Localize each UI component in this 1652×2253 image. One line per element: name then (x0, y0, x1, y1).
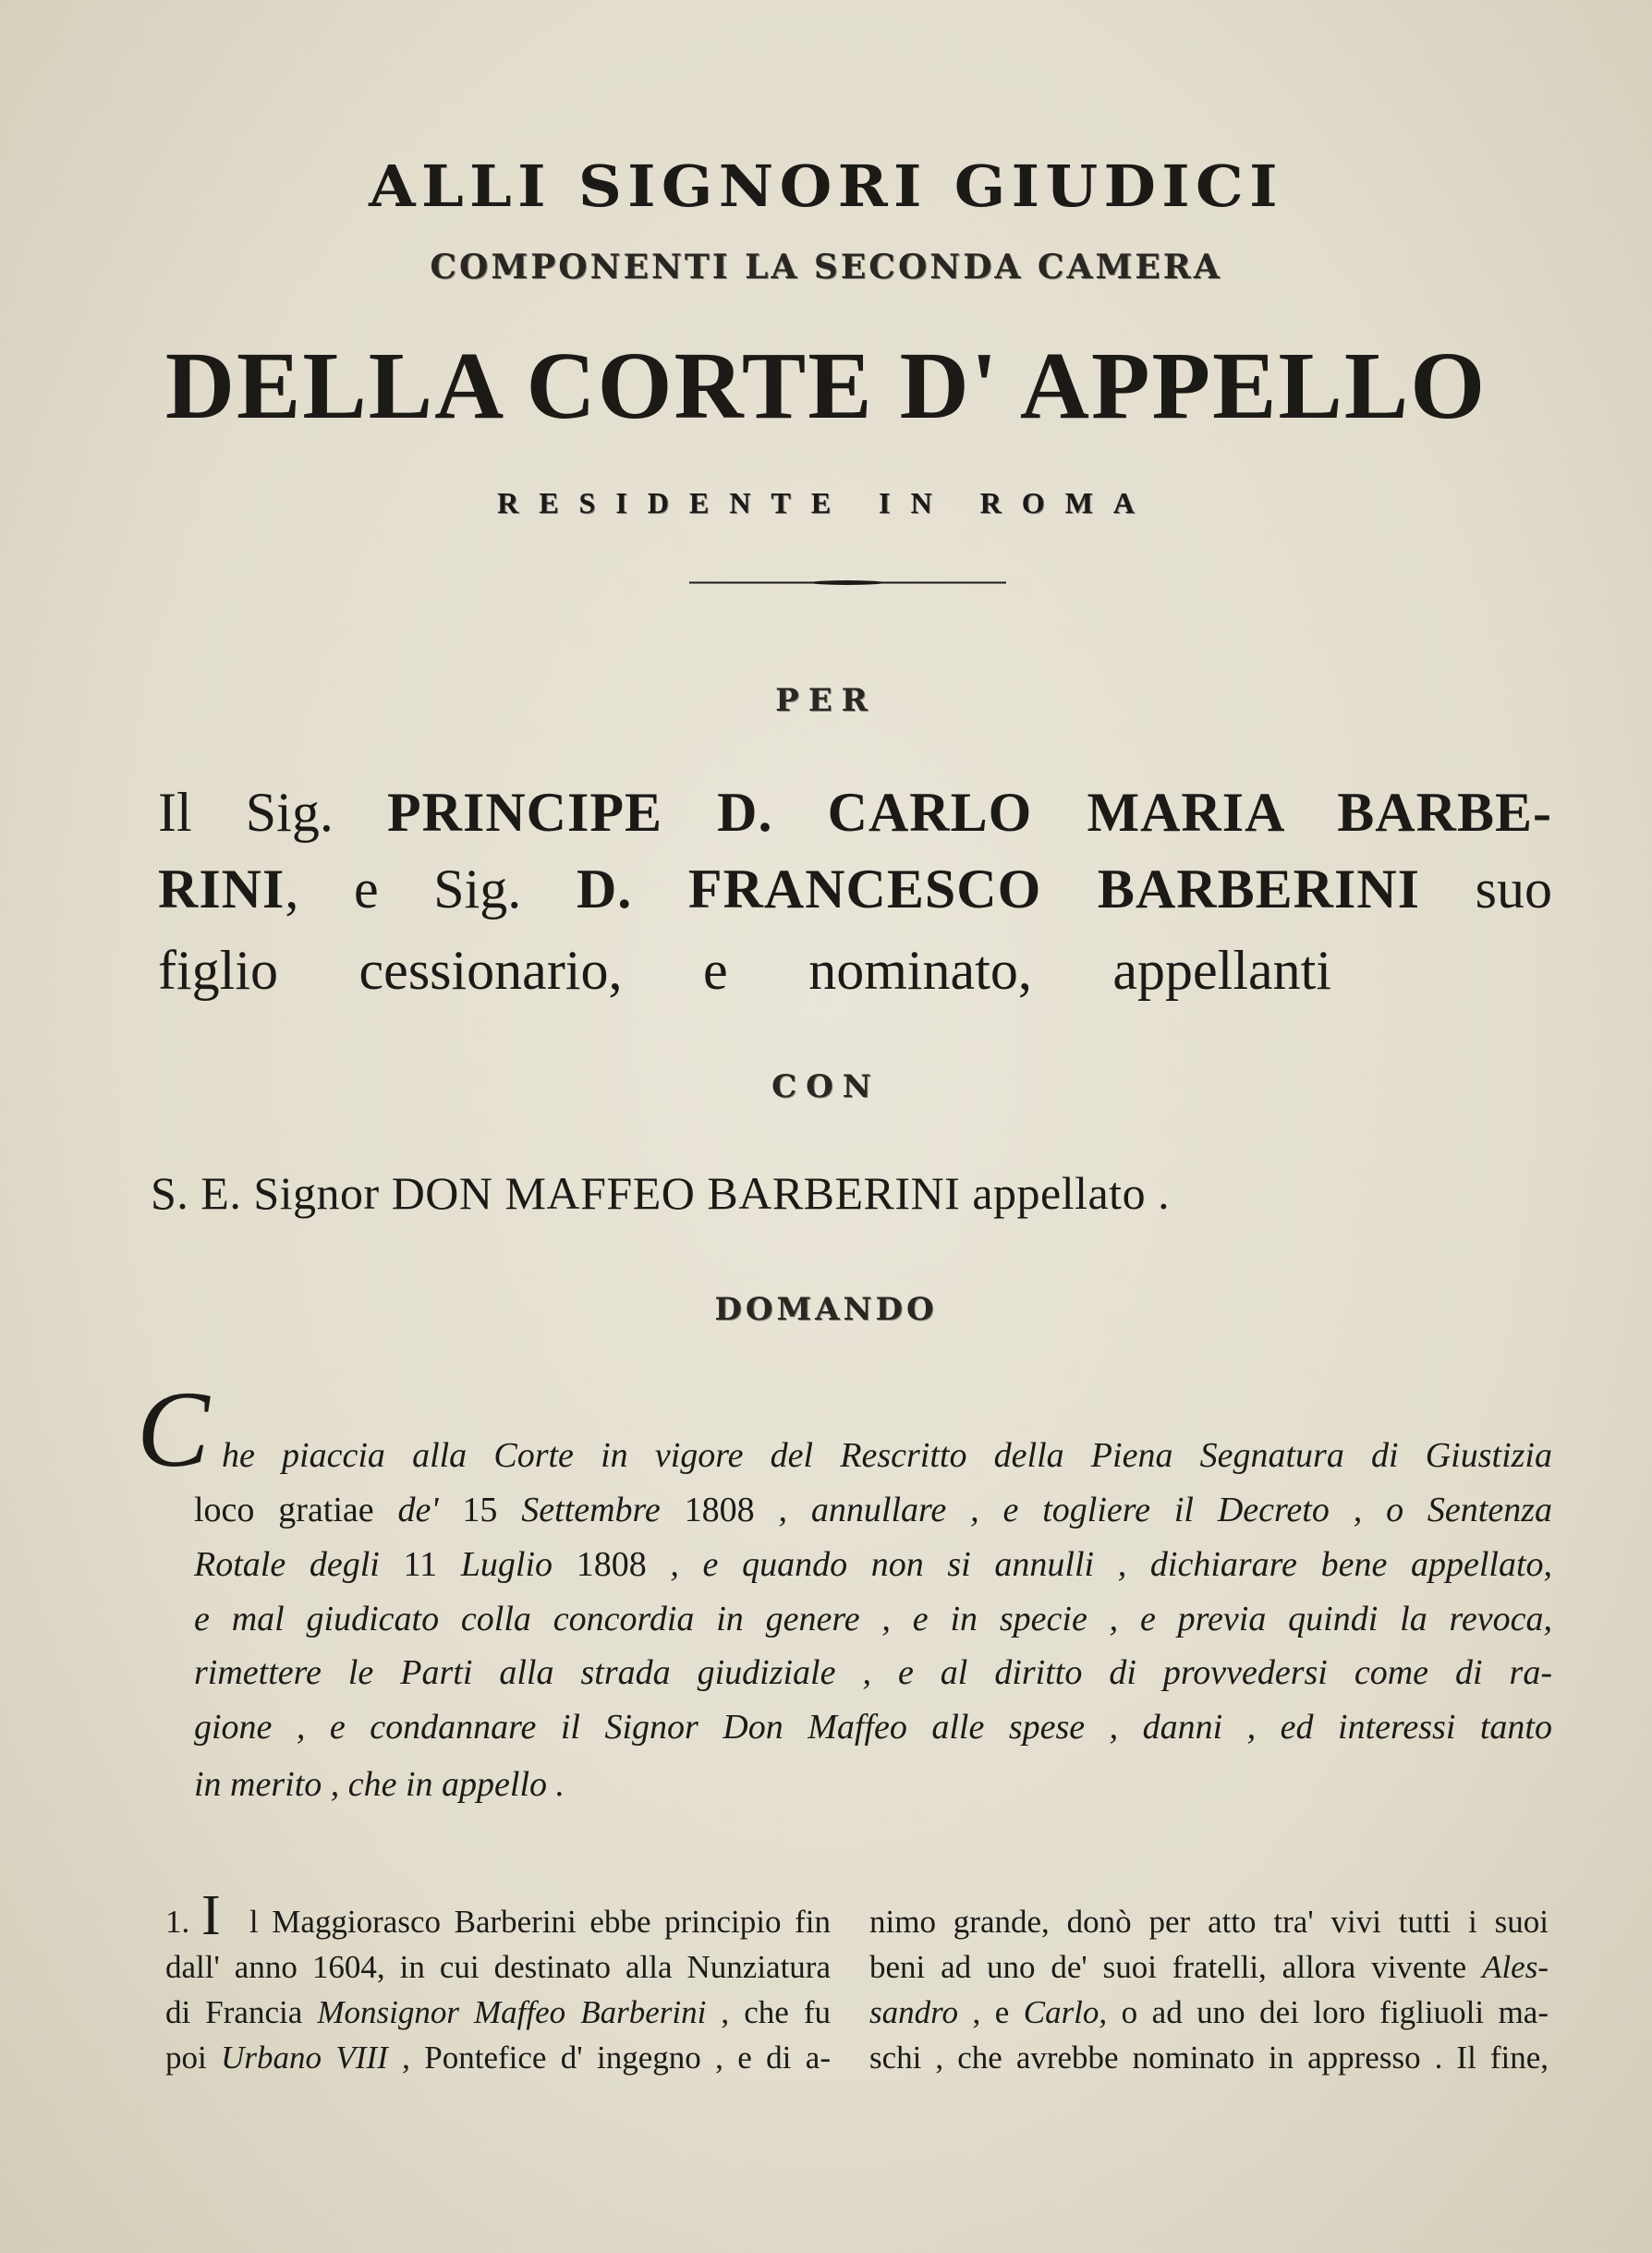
body-text: nimo grande, donò per atto tra' vivi tutti i suoi (869, 1904, 1549, 1940)
body-text: beni ad uno de' suoi fratelli, allora vivente (869, 1949, 1483, 1985)
body-text: 1. (165, 1904, 203, 1940)
appellee-line: S. E. Signor DON MAFFEO BARBERINI appellato . (151, 1167, 1171, 1219)
request-text: de' (397, 1491, 463, 1529)
body-text: poi (165, 2040, 222, 2076)
con-label: CON (771, 1068, 881, 1105)
body-left-line (165, 1994, 831, 2031)
body-left-line (165, 1904, 831, 1941)
body-text: l Maggiorasco Barberini ebbe principio fin (249, 1904, 832, 1940)
body-right-line (869, 1994, 1549, 2031)
body-text: sandro (869, 1994, 958, 2030)
request-text: 15 (462, 1491, 522, 1529)
request-line (194, 1544, 1552, 1585)
body-text: , che fu (706, 1994, 831, 2030)
party-line (158, 858, 1552, 921)
heading-line-2: COMPONENTI LA SECONDA CAMERA (430, 248, 1222, 286)
body-dropcap: I (201, 1884, 221, 1947)
party-text: , e Sig. (285, 859, 577, 919)
request-dropcap: C (137, 1369, 210, 1490)
body-text: dall' anno 1604, in cui destinato alla Nunziatura (165, 1949, 831, 1985)
body-text: Carlo, (1023, 1994, 1108, 2030)
party-text: RINI (158, 859, 285, 919)
request-text: , e quando non si annulli , dichiarare bene appellato, (670, 1545, 1553, 1584)
request-line (194, 1707, 1552, 1748)
request-text: Luglio (460, 1545, 577, 1584)
request-line (194, 1764, 1552, 1805)
body-left-line (165, 2040, 831, 2076)
request-text: 11 (403, 1545, 461, 1584)
request-text: in merito , che in appello . (194, 1765, 565, 1804)
request-text: e mal giudicato colla concordia in genere , e in specie , e previa quindi la revoca, (194, 1600, 1552, 1638)
request-text: rimettere le Parti alla strada giudiziale , e al diritto di provvedersi come di ra- (194, 1653, 1552, 1692)
body-text: di Francia (165, 1994, 318, 2030)
heading-line-4: RESIDENTE IN ROMA (497, 486, 1155, 519)
request-text: 1808 (684, 1491, 779, 1529)
body-text: , e (957, 1994, 1024, 2030)
party-text: PRINCIPE D. CARLO MARIA BARBE- (387, 782, 1552, 843)
party-text: suo (1420, 859, 1552, 919)
request-text: 1808 (576, 1545, 671, 1584)
request-text: loco gratiae (194, 1491, 398, 1529)
body-right-line (869, 1904, 1549, 1941)
body-text: Urbano VIII (221, 2040, 388, 2076)
body-text: o ad uno dei loro figliuoli ma- (1107, 1994, 1549, 2030)
ornamental-rule (689, 580, 1006, 585)
body-left-line (165, 1949, 831, 1986)
body-text: , Pontefice d' ingegno , e di a- (387, 2040, 831, 2076)
request-text: Settembre (521, 1491, 685, 1529)
party-text: D. FRANCESCO BARBERINI (576, 859, 1420, 919)
domando-label: DOMANDO (714, 1291, 938, 1328)
body-text: schi , che avrebbe nominato in appresso . Il fine, (869, 2040, 1549, 2076)
heading-line-1: ALLI SIGNORI GIUDICI (369, 152, 1283, 220)
request-text: Rotale degli (194, 1545, 404, 1584)
request-text: he piaccia alla Corte in vigore del Rescritto della Piena Segnatura di Giustizia (222, 1436, 1552, 1475)
request-text: gione , e condannare il Signor Don Maffeo alle spese , danni , ed interessi tanto (194, 1708, 1552, 1747)
per-label: PER (775, 682, 877, 719)
request-line (194, 1652, 1552, 1693)
party-line (158, 939, 1331, 1003)
request-line (222, 1435, 1552, 1476)
party-line (158, 781, 1552, 845)
body-text: Monsignor Maffeo Barberini (317, 1994, 707, 2030)
body-text: Ales- (1482, 1949, 1549, 1985)
request-text: , annullare , e togliere il Decreto , o Sentenza (778, 1491, 1553, 1529)
request-line (194, 1599, 1552, 1639)
heading-title: DELLA CORTE D' APPELLO (164, 333, 1488, 439)
party-text: figlio cessionario, e nominato, appellanti (158, 940, 1331, 1001)
body-right-line (869, 2040, 1549, 2076)
request-line (194, 1490, 1552, 1530)
body-right-line (869, 1949, 1549, 1986)
party-text: Il Sig. (158, 782, 387, 843)
